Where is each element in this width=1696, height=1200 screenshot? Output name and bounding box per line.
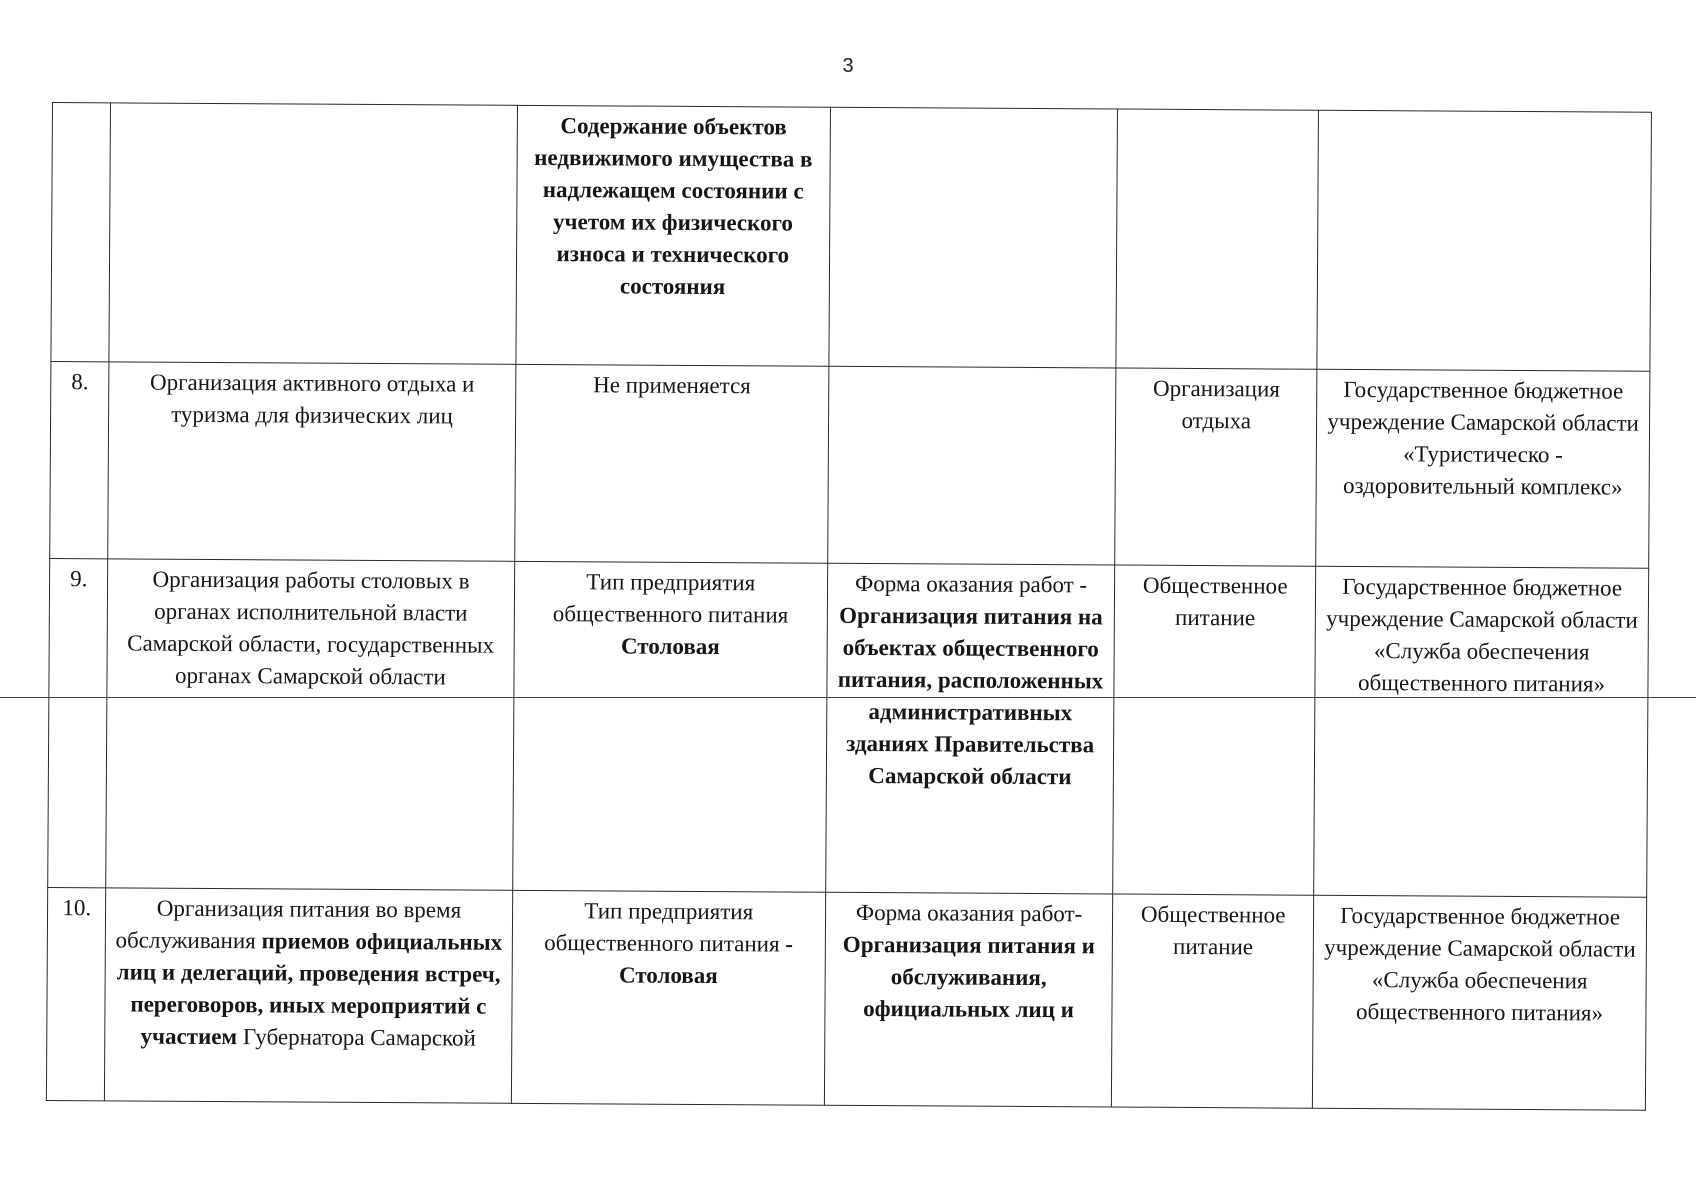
name-text: Организация работы столовых в органах исполнительной власти Самарской области, государственных органах Самарской области xyxy=(127,566,495,690)
institution-cell xyxy=(1314,566,1649,897)
table-row xyxy=(46,887,1646,1110)
row-number-cell xyxy=(51,103,111,362)
criteria-cell xyxy=(514,364,829,563)
name-text: приемов официальных лиц и делегаций, проведения встреч, переговоров, иных мероприятий с участием xyxy=(116,928,503,1050)
row-number-cell xyxy=(50,361,110,558)
work-form-cell xyxy=(829,107,1118,368)
service-name-cell xyxy=(105,888,513,1103)
service-name-cell xyxy=(109,103,517,364)
category-cell xyxy=(1116,109,1319,369)
category-text: Общественное питание xyxy=(1142,572,1288,631)
table-row xyxy=(48,558,1649,897)
category-cell xyxy=(1115,368,1317,566)
institution-text: Государственное бюджетное учреждение Самарской области «Служба обеспечения общественного питания» xyxy=(1324,902,1636,1026)
institution-text: Государственное бюджетное учреждение Самарской области «Служба обеспечения общественного питания» xyxy=(1326,573,1638,697)
name-text: Организация питания во время обслуживания xyxy=(115,895,462,954)
services-table xyxy=(46,102,1652,1111)
scan-artifact-line xyxy=(0,697,1696,698)
institution-text: Государственное бюджетное учреждение Самарской области «Туристическо - оздоровительный комплекс» xyxy=(1327,376,1639,500)
criteria-text: Не применяется xyxy=(593,372,751,399)
criteria-text: Тип предприятия общественного питания xyxy=(544,898,786,957)
form-text: Форма оказания работ - xyxy=(855,570,1088,598)
row-number-cell xyxy=(48,558,108,887)
category-text: Общественное питание xyxy=(1140,901,1286,960)
form-text: Организация питания на объектах общественного питания, расположенных административных зданиях Правительства Самарской области xyxy=(837,602,1104,790)
category-text: Организация отдыха xyxy=(1152,375,1280,434)
row-number: 8. xyxy=(71,369,89,395)
service-name-cell xyxy=(106,559,514,890)
work-form-cell xyxy=(824,892,1113,1107)
criteria-cell xyxy=(512,561,827,892)
table-body xyxy=(46,103,1651,1111)
category-cell xyxy=(1113,565,1316,895)
criteria-text: Столовая xyxy=(620,633,720,660)
category-cell xyxy=(1112,894,1314,1108)
form-text: Организация питания и обслуживания, официальных лиц и xyxy=(842,931,1096,1023)
institution-cell xyxy=(1313,895,1647,1110)
criteria-text: Тип предприятия общественного питания xyxy=(552,569,789,628)
table-row xyxy=(51,103,1652,372)
work-form-cell xyxy=(826,563,1115,894)
institution-cell xyxy=(1317,110,1651,371)
criteria-text: - Столовая xyxy=(618,931,794,989)
page-number: 3 xyxy=(842,55,854,77)
row-number: 10. xyxy=(62,895,92,921)
criteria-cell xyxy=(515,105,830,366)
name-text: Организация активного отдыха и туризма для физических лиц xyxy=(149,369,475,429)
work-form-cell xyxy=(828,366,1117,565)
row-number: 9. xyxy=(70,566,88,592)
row-number-cell xyxy=(46,887,106,1100)
table-row xyxy=(50,361,1650,568)
criteria-text: Содержание объектов недвижимого имущества в надлежащем состоянии с учетом их физического износа и технического состояния xyxy=(534,113,813,300)
form-text: Форма оказания работ- xyxy=(855,899,1083,927)
institution-cell xyxy=(1316,369,1650,568)
criteria-cell xyxy=(511,890,826,1105)
service-name-cell xyxy=(108,362,515,561)
name-text: Губернатора Самарской xyxy=(237,1024,477,1051)
